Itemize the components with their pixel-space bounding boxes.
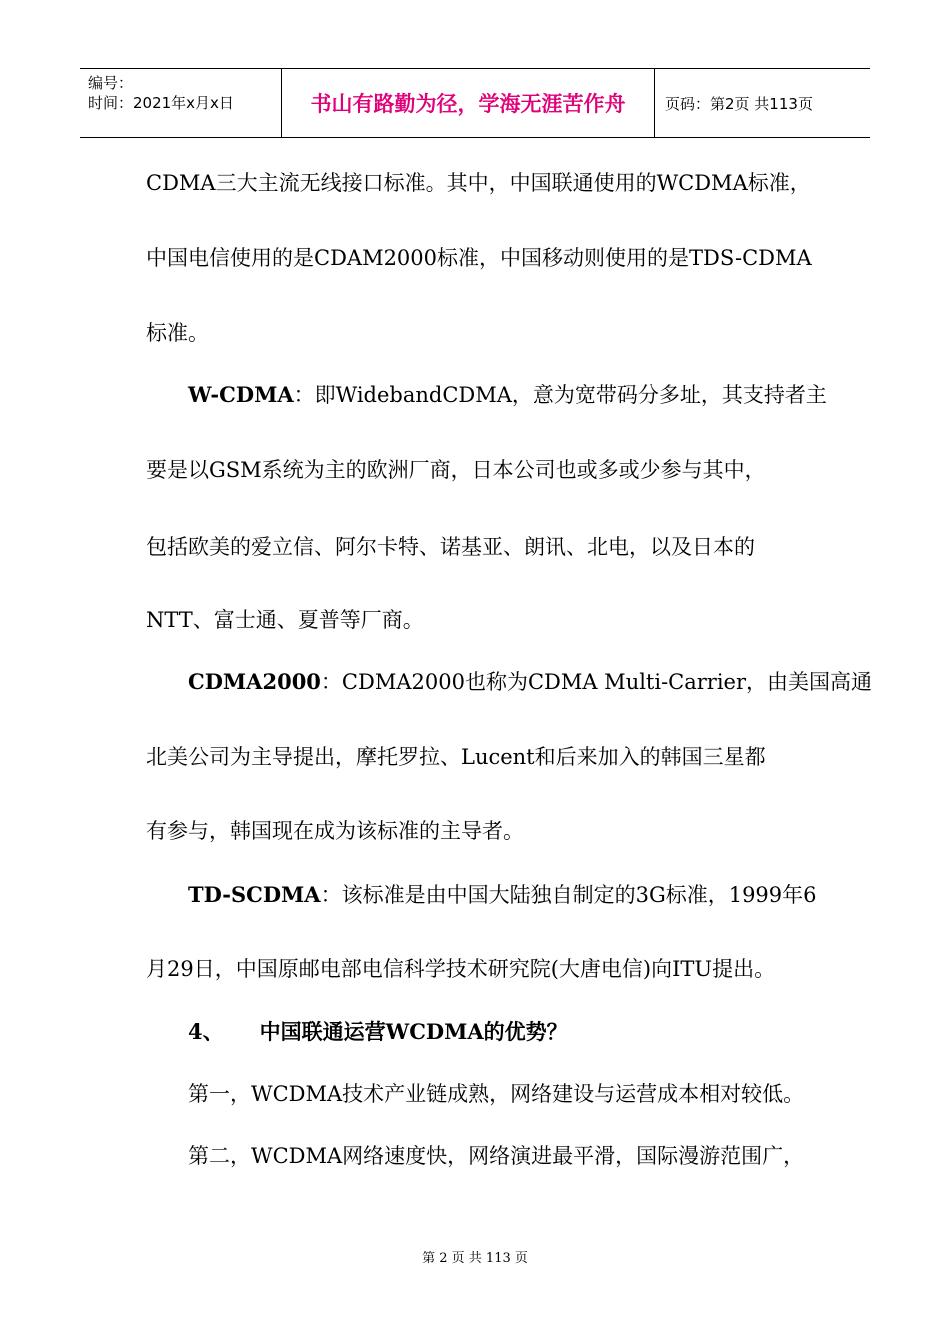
section-title: 中国联通运营WCDMA的优势？ bbox=[259, 1019, 568, 1044]
header-slogan: 书山有路勤为径，学海无涯苦作舟 bbox=[282, 69, 655, 137]
section-number: 4、 bbox=[188, 1019, 224, 1044]
advantage-item: 第一，WCDMA技术产业链成熟，网络建设与运营成本相对较低。 bbox=[188, 1082, 805, 1106]
paragraph-cdma2000 bbox=[188, 667, 872, 697]
paragraph-line: 要是以GSM系统为主的欧洲厂商，日本公司也或多或少参与其中， bbox=[146, 458, 766, 482]
term-wcdma: W-CDMA bbox=[188, 382, 294, 407]
paragraph-text: ：该标准是由中国大陆独自制定的3G标准，1999年6 bbox=[320, 883, 817, 907]
term-cdma2000: CDMA2000 bbox=[188, 669, 321, 694]
paragraph-line: 北美公司为主导提出，摩托罗拉、Lucent和后来加入的韩国三星都 bbox=[146, 745, 766, 769]
page-footer: 第 2 页 共 113 页 bbox=[422, 1251, 528, 1266]
paragraph-line: 月29日，中国原邮电部电信科学技术研究院(大唐电信)向ITU提出。 bbox=[146, 957, 776, 981]
section-heading bbox=[188, 1017, 568, 1047]
paragraph-line: 标准。 bbox=[146, 321, 209, 345]
paragraph-text: ：即WidebandCDMA，意为宽带码分多址，其支持者主 bbox=[293, 383, 827, 407]
term-tdscdma: TD-SCDMA bbox=[188, 882, 321, 907]
paragraph-line: 包括欧美的爱立信、阿尔卡特、诺基亚、朗讯、北电，以及日本的 bbox=[146, 535, 755, 559]
paragraph-wcdma bbox=[188, 380, 827, 410]
paragraph-text: ：CDMA2000也称为CDMA Multi-Carrier，由美国高通 bbox=[320, 670, 873, 694]
page-header bbox=[80, 68, 870, 138]
paragraph-line: 中国电信使用的是CDAM2000标准，中国移动则使用的是TDS-CDMA bbox=[146, 246, 812, 270]
advantage-item: 第二，WCDMA网络速度快，网络演进最平滑，国际漫游范围广， bbox=[188, 1144, 805, 1168]
header-info-cell bbox=[80, 69, 282, 137]
document-number: 编号： bbox=[88, 74, 134, 92]
paragraph-line: NTT、富士通、夏普等厂商。 bbox=[146, 608, 424, 632]
document-date: 时间：2021年x月x日 bbox=[88, 94, 234, 112]
paragraph-line: CDMA三大主流无线接口标准。其中，中国联通使用的WCDMA标准， bbox=[146, 171, 811, 195]
paragraph-line: 有参与，韩国现在成为该标准的主导者。 bbox=[146, 819, 524, 843]
header-page-info: 页码：第2页 共113页 bbox=[665, 94, 813, 113]
paragraph-tdscdma bbox=[188, 880, 817, 910]
